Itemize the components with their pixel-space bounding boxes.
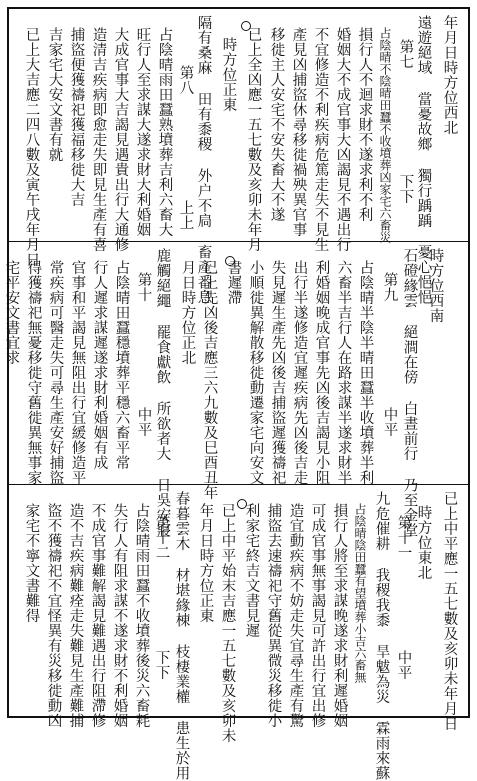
text-column: 時方位東北: [415, 505, 432, 580]
text-column: 書遲滯: [225, 260, 242, 305]
text-column: 造宜動疾病不妨走失宜尋生產有驚: [287, 503, 304, 728]
text-column: 捕盜便獲禱祀獲福移徙大吉: [68, 27, 85, 207]
text-column: 占陰晴陰田蠶有望墳葬小吉六畜無: [353, 503, 367, 683]
text-column: 占陰晴雨田蠶熟墳葬吉利六畜大: [156, 27, 173, 237]
text-column: 年月日時方位正東: [197, 503, 214, 623]
section-3: [9, 485, 468, 781]
text-column: 產見凶捕盜休尋移徙禍殃異官事: [290, 27, 307, 237]
text-column: 已上中平應一五七數及亥卯未年月日: [441, 491, 458, 731]
text-column: 已上中平始末吉應一五七數及亥卯未: [219, 503, 236, 743]
text-column: 損行人不迴求財不遂求利不利: [356, 27, 373, 222]
text-column: 吉家宅大安文書有就: [46, 27, 63, 162]
text-column: 失行人有阻求謀不遂求財不利婚姻: [111, 503, 128, 728]
text-column: 第七 下下: [397, 39, 414, 204]
text-column: 宅平安文書宜求: [3, 260, 20, 365]
text-column: 占陰晴雨田蠶不收墳葬後災六畜耗: [133, 503, 150, 728]
text-column: 占陰晴半陰半晴田蠶半收墳葬半利: [357, 260, 374, 485]
text-column: 小順徙異解散移徙動遷家宅向安文: [247, 260, 264, 485]
text-column: 年月日時方位西北: [441, 15, 458, 135]
text-column: 移徙主人安宅不安失畜大不遂: [268, 27, 285, 222]
text-column: 不宜修造不利疾病危篤走失不見生: [312, 27, 329, 252]
text-column: 春暮雲木 材堪緣棟 枝棲業權 患生於用: [173, 491, 190, 781]
circle-mark-icon: [225, 256, 235, 266]
page-frame: [3, 7, 470, 781]
text-column: 行人遲求謀遲遂求財利婚姻有成: [91, 260, 108, 470]
text-column: 盜不獲禱祀不宜怪異有災移徙動凶: [45, 503, 62, 728]
text-column: 官事和平謁見無阻出行宜緩修造平: [69, 260, 86, 485]
text-column: 造不吉疾病難痊走失難見生產難捕: [67, 503, 84, 728]
text-column: 時方位正東: [220, 37, 237, 112]
text-column: 第十二 下下: [153, 515, 170, 680]
circle-mark-icon: [237, 499, 247, 509]
text-column: 隔有桑麻 田有黍稷 外户不扃 畜產番息: [195, 15, 212, 305]
text-column: 六畜半吉行人在路求謀半遂求財半: [335, 260, 352, 485]
circle-mark-icon: [241, 21, 251, 31]
text-column: 旺行人至求謀大遂求財大利婚姻: [134, 27, 151, 237]
text-column: 婚姻大不成官事大凶謁見不遇出行: [334, 27, 351, 252]
text-column: 出行半遂修造宜遲疾病先凶後吉走: [291, 260, 308, 485]
text-column: 已上全凶應一五七數及亥卯未年月: [245, 27, 262, 252]
text-column: 已上大吉應二四八數及寅午戌年月日: [23, 27, 40, 267]
text-column: 利家宅終吉文書見遲: [243, 503, 260, 638]
text-column: 九危催耕 我稷我黍 旱魃為災 霖雨來蘇: [373, 491, 390, 781]
text-column: 遠遊絕域 當憂故鄉 獨行踽踽 憂心悒悒: [415, 15, 432, 305]
text-column: 第八 上上: [177, 65, 194, 230]
text-column: 常疾病可醫走失可尋生產安好捕盜: [47, 260, 64, 485]
text-column: 石磴緣雲 絕澗在傍 白晝前行 乃至金堂: [401, 248, 418, 538]
text-column: 大成官事大吉謁見遇貴出行大通修: [112, 27, 129, 252]
text-column: 占陰晴不陰晴田蠶不收墳葬凶家宅六畜災: [378, 27, 392, 243]
text-column: 利婚姻晚成官事先凶後吉謁見小阻: [313, 260, 330, 485]
text-column: 第十一 中平: [395, 515, 412, 680]
text-column: 家宅不寧文書難得: [23, 503, 40, 623]
text-column: 占陰晴田蠶穩墳葬平穩六畜平常: [113, 260, 130, 470]
text-column: 鹿觸絕繩 罷食獻飲 所欲者大 日吳安寢: [154, 248, 171, 538]
text-column: 第九 中平: [381, 272, 398, 437]
section-2: [3, 242, 468, 538]
text-column: 得獲禱祀無憂移徙守舊徙異無事家: [25, 260, 42, 485]
text-column: 不成官事難解謁見難遇出行阻滯修: [89, 503, 106, 728]
text-column: 月日時方位正北: [179, 260, 196, 365]
text-column: 損行人將至求謀晚遂求財利遲婚姻: [331, 503, 348, 728]
text-column: 捕盜去速禱祀守舊從異微災移徙小: [265, 503, 282, 728]
text-column: 造清吉疾病即愈走失即見生產有喜: [90, 27, 107, 252]
text-column: 第十 中平: [135, 272, 152, 437]
text-column: 已上先凶後吉應三六九數及巳酉丑年: [201, 260, 218, 500]
text-column: 失見遲生產先凶後吉捕盜遲獲禱祀: [269, 260, 286, 485]
text-column: 可成官事無事謁見可許出行宜出修: [309, 503, 326, 728]
text-column: 時方位西南: [427, 248, 444, 323]
